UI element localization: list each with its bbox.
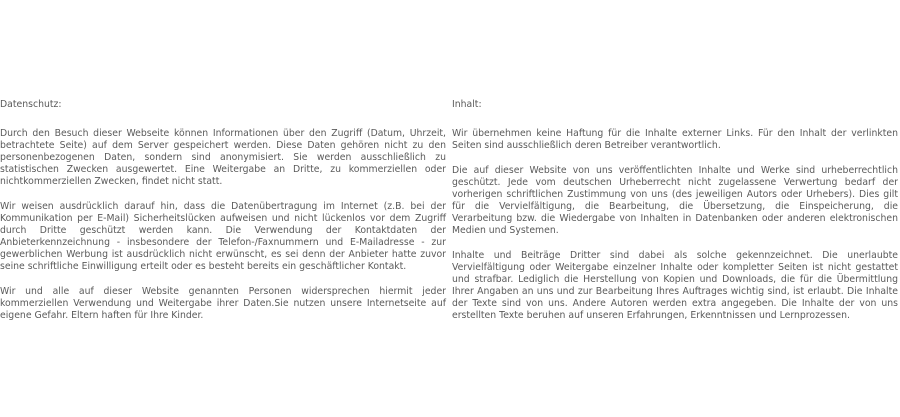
- content-heading: Inhalt:: [452, 99, 482, 110]
- privacy-paragraph-2: Wir weisen ausdrücklich darauf hin, dass die Datenübertragung im Internet (z.B. bei der Kommunikation per E-Mail) Sicherheitslücken aufweisen und nicht lückenlos vor dem Zugriff durch Dritte geschützt werden kann. Die Verwendung der Kontaktdaten der Anbieterkennzeichnung - insbesondere der Telefon-/Faxnummern und E-Mailadresse - zur gewerblichen Werbung ist ausdrücklich nicht erwünscht, es sei denn der Anbieter hatte zuvor seine schriftliche Einwilligung erteilt oder es besteht bereits ein geschäftlicher Kontakt.: [0, 201, 446, 272]
- content-paragraph-1: Wir übernehmen keine Haftung für die Inhalte externer Links. Für den Inhalt der verlinkten Seiten sind ausschließlich deren Betreiber verantwortlich.: [452, 128, 898, 151]
- content-paragraph-3: Inhalte und Beiträge Dritter sind dabei als solche gekennzeichnet. Die unerlaubte Vervielfältigung oder Weitergabe einzelner Inhalte oder kompletter Seiten ist nicht gestattet und strafbar. Lediglich die Herstellung von Kopien und Downloads, die für die Übermittlung Ihrer Angaben an uns und zur Bearbeitung Ihres Auftrages wichtig sind, ist erlaubt. Die Inhalte der Texte sind von uns. Andere Autoren werden extra angegeben. Die Inhalte der von uns erstellten Texte beruhen auf unseren Erfahrungen, Erkenntnissen und Lernprozessen.: [452, 250, 898, 321]
- content-paragraph-2: Die auf dieser Website von uns veröffentlichten Inhalte und Werke sind urheberrechtlich geschützt. Jede vom deutschen Urheberrecht nicht zugelassene Verwertung bedarf der vorherigen schriftlichen Zustimmung von uns (des jeweiligen Autors oder Urhebers). Dies gilt für die Vervielfältigung, die Bearbeitung, die Übersetzung, die Einspeicherung, die Verarbeitung bzw. die Wiedergabe von Inhalten in Datenbanken oder anderen elektronischen Medien und Systemen.: [452, 165, 898, 236]
- privacy-paragraph-3: Wir und alle auf dieser Website genannten Personen widersprechen hiermit jeder kommerziellen Verwendung und Weitergabe ihrer Daten.Sie nutzen unsere Internetseite auf eigene Gefahr. Eltern haften für Ihre Kinder.: [0, 286, 446, 321]
- privacy-heading: Datenschutz:: [0, 99, 62, 110]
- privacy-section: [0, 99, 446, 335]
- content-section: [452, 99, 898, 335]
- privacy-paragraph-1: Durch den Besuch dieser Webseite können Informationen über den Zugriff (Datum, Uhrzeit, betrachtete Seite) auf dem Server gespeichert werden. Diese Daten gehören nicht zu den personenbezogenen Daten, sondern sind anonymisiert. Sie werden ausschließlich zu statistischen Zwecken ausgewertet. Eine Weitergabe an Dritte, zu kommerziellen oder nichtkommerziellen Zwecken, findet nicht statt.: [0, 128, 446, 187]
